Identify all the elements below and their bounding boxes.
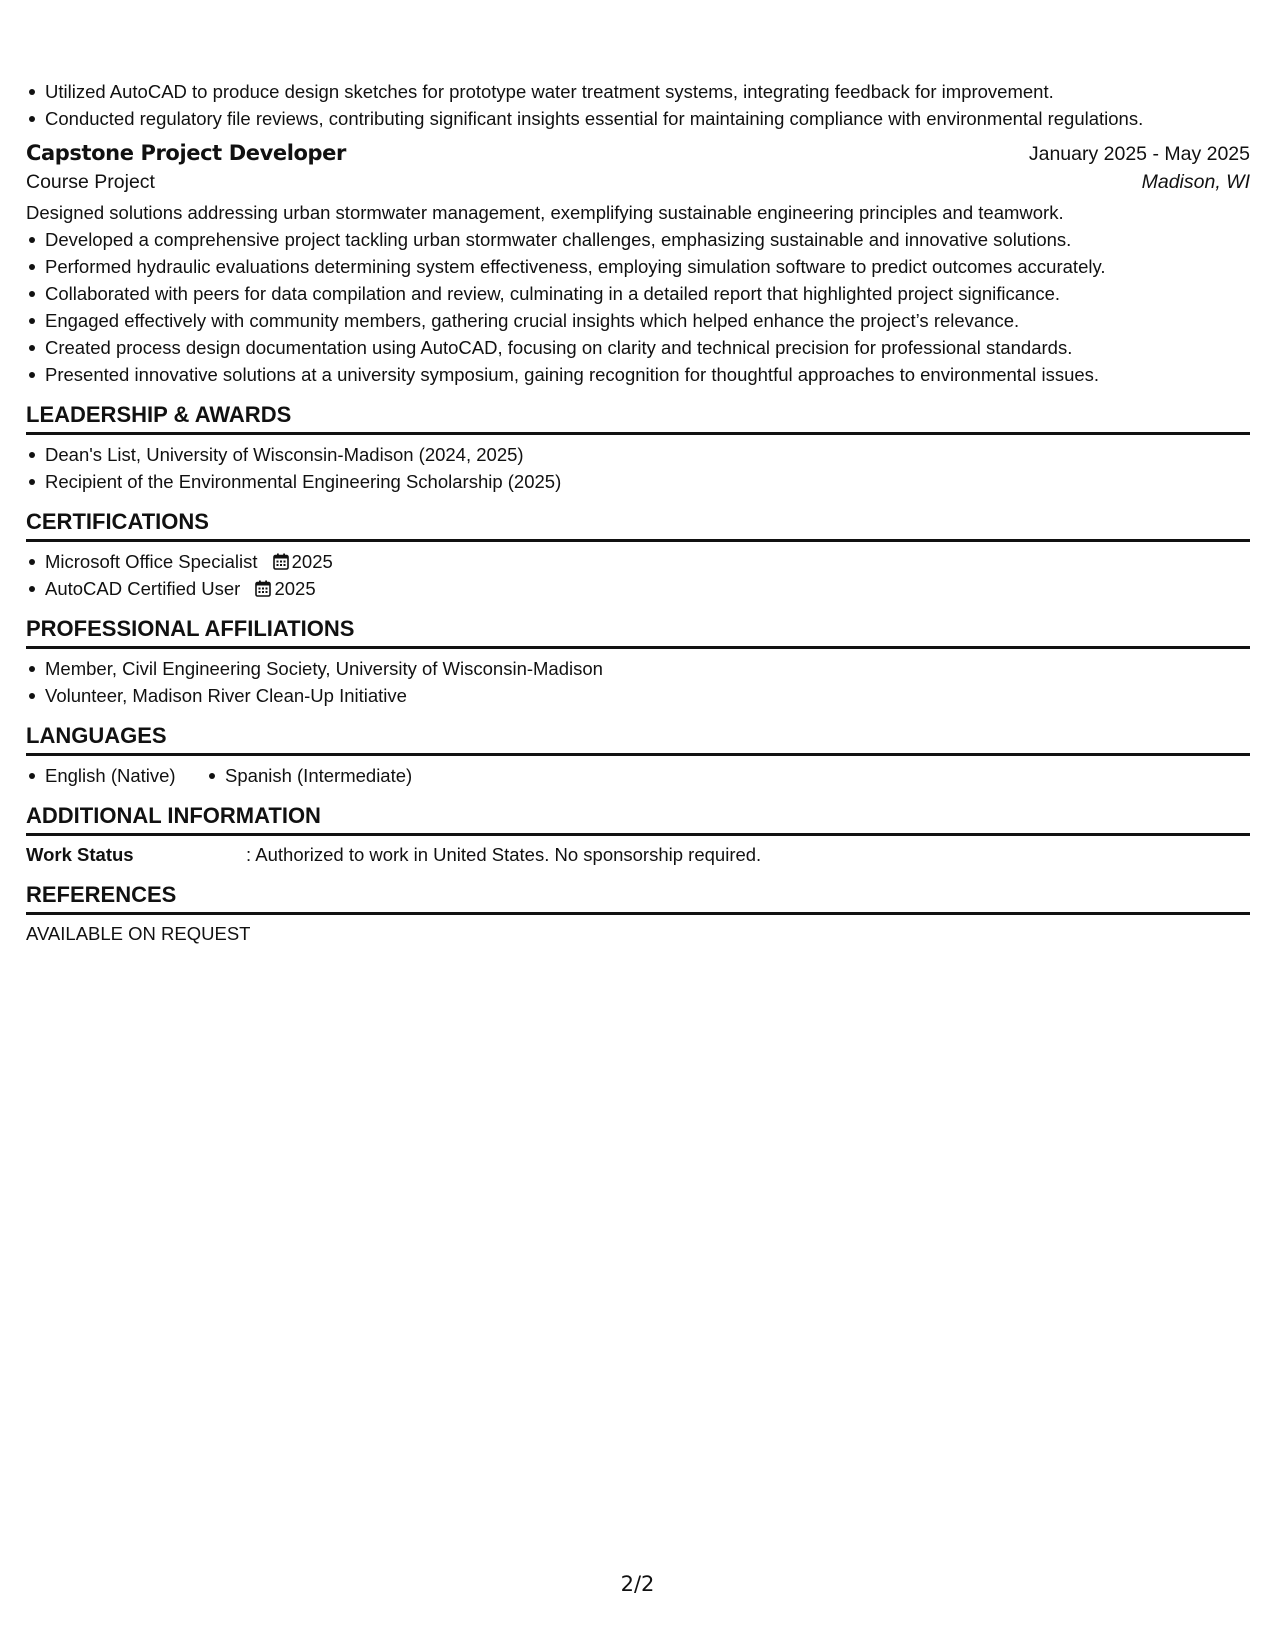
list-item: Presented innovative solutions at a university symposium, gaining recognition for thoughtful approaches to environmental issues. xyxy=(26,361,1250,388)
job-dates: January 2025 - May 2025 xyxy=(1028,143,1250,165)
language-item: English (Native) xyxy=(26,762,176,789)
list-item: Collaborated with peers for data compilation and review, culminating in a detailed report that highlighted project significance. xyxy=(26,280,1250,307)
capstone-header xyxy=(26,141,1250,166)
certification-year: 2025 xyxy=(291,551,333,572)
list-item: Developed a comprehensive project tackling urban stormwater challenges, emphasizing sustainable and innovative solutions. xyxy=(26,226,1250,253)
capstone-bullets xyxy=(26,226,1250,388)
certification-name: Microsoft Office Specialist xyxy=(45,551,258,572)
resume-page xyxy=(26,78,1250,947)
job-organization: Course Project xyxy=(26,171,155,193)
list-item: Volunteer, Madison River Clean-Up Initiative xyxy=(26,682,1250,709)
certification-date xyxy=(255,578,315,599)
previous-job-bullets xyxy=(26,78,1250,132)
section-heading-leadership: LEADERSHIP & AWARDS xyxy=(26,402,1250,435)
certification-item xyxy=(26,548,1250,575)
certifications-list xyxy=(26,548,1250,602)
list-item: Dean's List, University of Wisconsin-Madison (2024, 2025) xyxy=(26,441,1250,468)
job-location: Madison, WI xyxy=(1141,171,1250,193)
certification-date xyxy=(273,551,333,572)
languages-list xyxy=(26,762,1250,789)
list-item: Created process design documentation using AutoCAD, focusing on clarity and technical precision for professional standards. xyxy=(26,334,1250,361)
section-heading-languages: LANGUAGES xyxy=(26,723,1250,756)
section-heading-affiliations: PROFESSIONAL AFFILIATIONS xyxy=(26,616,1250,649)
section-heading-certifications: CERTIFICATIONS xyxy=(26,509,1250,542)
list-item: Utilized AutoCAD to produce design sketches for prototype water treatment systems, integrating feedback for improvement. xyxy=(26,78,1250,105)
calendar-icon xyxy=(273,553,289,570)
job-title: Capstone Project Developer xyxy=(26,141,346,165)
page-number: 2/2 xyxy=(620,1572,655,1596)
certification-name: AutoCAD Certified User xyxy=(45,578,241,599)
certification-year: 2025 xyxy=(274,578,316,599)
work-status-label: Work Status xyxy=(26,844,134,865)
capstone-subheader xyxy=(26,171,1250,194)
language-item: Spanish (Intermediate) xyxy=(206,762,412,789)
certification-item xyxy=(26,575,1250,602)
list-item: Performed hydraulic evaluations determining system effectiveness, employing simulation software to predict outcomes accurately. xyxy=(26,253,1250,280)
job-summary: Designed solutions addressing urban stormwater management, exemplifying sustainable engineering principles and teamwork. xyxy=(26,202,1064,223)
references-text: AVAILABLE ON REQUEST xyxy=(26,923,251,944)
section-heading-references: REFERENCES xyxy=(26,882,1250,915)
leadership-list xyxy=(26,441,1250,495)
list-item: Member, Civil Engineering Society, University of Wisconsin-Madison xyxy=(26,655,1250,682)
work-status-value: : Authorized to work in United States. No sponsorship required. xyxy=(246,844,762,865)
affiliations-list xyxy=(26,655,1250,709)
list-item: Recipient of the Environmental Engineering Scholarship (2025) xyxy=(26,468,1250,495)
calendar-icon xyxy=(255,580,271,597)
list-item: Engaged effectively with community members, gathering crucial insights which helped enhance the project’s relevance. xyxy=(26,307,1250,334)
section-heading-additional: ADDITIONAL INFORMATION xyxy=(26,803,1250,836)
list-item: Conducted regulatory file reviews, contributing significant insights essential for maintaining compliance with environmental regulations. xyxy=(26,105,1250,132)
work-status-row xyxy=(26,842,1250,868)
